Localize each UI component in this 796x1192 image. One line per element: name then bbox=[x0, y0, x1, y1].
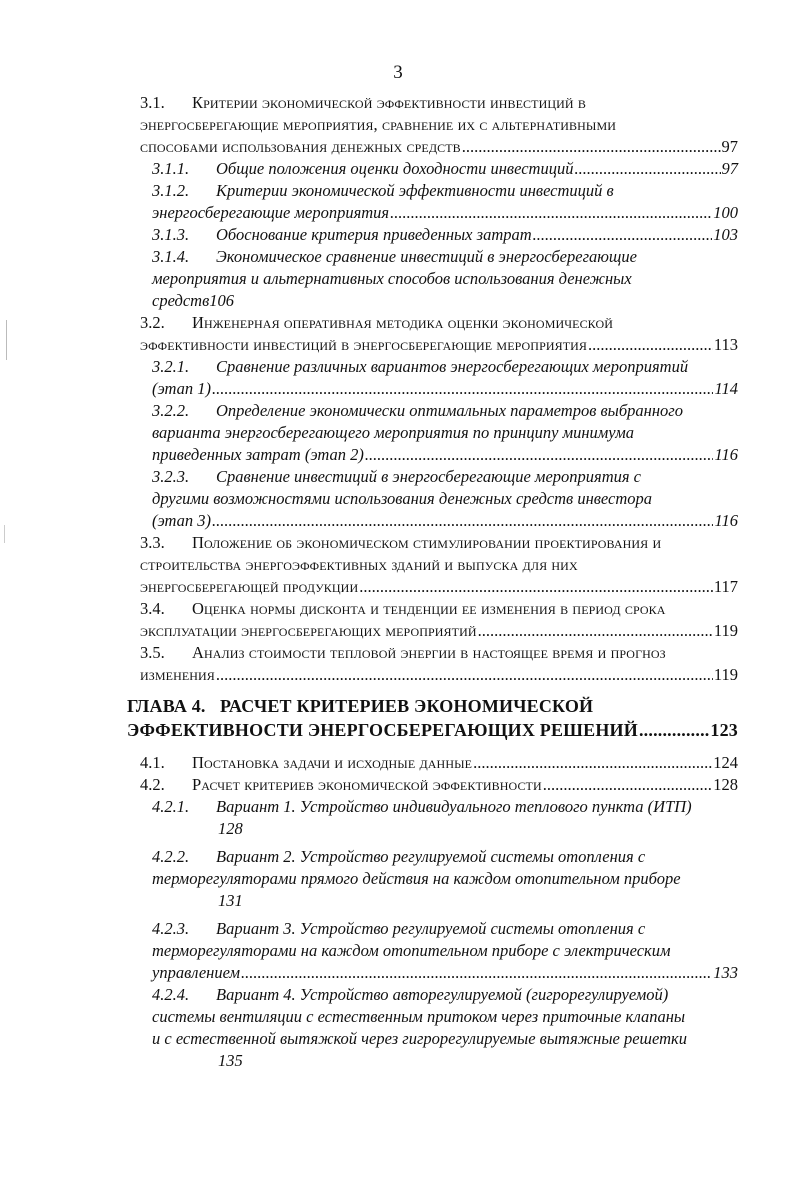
scan-mark bbox=[6, 320, 10, 360]
entry-page: 119 bbox=[713, 621, 738, 640]
entry-page: 106 bbox=[209, 291, 234, 310]
chapter-page: 123 bbox=[710, 720, 738, 740]
entry-number: 3.2. bbox=[140, 313, 165, 332]
toc-entry-3-2-3[interactable] bbox=[140, 466, 738, 532]
entry-page: 114 bbox=[714, 379, 738, 398]
entry-title: Критерии экономической эффективности инвестиций в bbox=[192, 93, 586, 112]
entry-title-cont: эффективности инвестиций в энергосберегающие мероприятия bbox=[140, 335, 588, 354]
leader-dots bbox=[478, 620, 713, 642]
entry-number: 3.3. bbox=[140, 533, 165, 552]
entry-page: 97 bbox=[721, 137, 738, 156]
leader-dots bbox=[359, 576, 713, 598]
table-of-contents bbox=[127, 92, 738, 1072]
entry-title-cont: другими возможностями использования денежных средств инвестора bbox=[152, 489, 653, 508]
entry-title-cont: способами использования денежных средств bbox=[140, 137, 461, 156]
entry-page: 128 bbox=[218, 819, 243, 838]
entry-number: 3.1.1. bbox=[152, 159, 190, 178]
entry-title-cont: энергосберегающие мероприятия, сравнение их с альтернативными bbox=[140, 115, 617, 134]
toc-entry-4-2-4[interactable] bbox=[140, 984, 738, 1072]
leader-dots bbox=[241, 962, 712, 984]
entry-title: Обоснование критерия приведенных затрат bbox=[216, 225, 532, 244]
chapter-title-cont: ЭФФЕКТИВНОСТИ ЭНЕРГОСБЕРЕГАЮЩИХ РЕШЕНИЙ bbox=[127, 720, 638, 740]
entry-title-cont: управлением bbox=[152, 963, 241, 982]
entry-page: 113 bbox=[713, 335, 738, 354]
entry-page: 119 bbox=[713, 665, 738, 684]
entry-title: Вариант 2. Устройство регулируемой системы отопления с bbox=[216, 847, 646, 866]
entry-title: Вариант 3. Устройство регулируемой системы отопления с bbox=[216, 919, 646, 938]
entry-title: Сравнение различных вариантов энергосберегающих мероприятий bbox=[216, 357, 689, 376]
entry-number: 3.1.4. bbox=[152, 247, 190, 266]
entry-title-cont: эксплуатации энергосберегающих мероприятий bbox=[140, 621, 477, 640]
leader-dots bbox=[365, 444, 714, 466]
entry-number: 4.2.4. bbox=[152, 985, 190, 1004]
entry-number: 3.1. bbox=[140, 93, 165, 112]
entry-number: 4.1. bbox=[140, 753, 165, 772]
page-number: 3 bbox=[393, 62, 403, 83]
leader-dots bbox=[639, 718, 709, 742]
entry-title-cont: терморегуляторами прямого действия на каждом отопительном приборе bbox=[152, 869, 681, 888]
leader-dots bbox=[574, 158, 720, 180]
toc-entry-3-2-2[interactable] bbox=[140, 400, 738, 466]
toc-entry-3-3[interactable] bbox=[140, 532, 738, 598]
entry-page: 116 bbox=[714, 511, 738, 530]
entry-title: Инженерная оперативная методика оценки экономической bbox=[192, 313, 614, 332]
entry-title-cont: приведенных затрат (этап 2) bbox=[152, 445, 364, 464]
toc-entry-4-2-2[interactable] bbox=[140, 846, 738, 912]
entry-number: 4.2.3. bbox=[152, 919, 190, 938]
entry-page: 124 bbox=[713, 753, 738, 772]
entry-title: Оценка нормы дисконта и тенденции ее изменения в период срока bbox=[192, 599, 666, 618]
entry-number: 4.2.2. bbox=[152, 847, 190, 866]
leader-dots bbox=[473, 752, 712, 774]
entry-number: 3.2.3. bbox=[152, 467, 190, 486]
toc-chapter-4[interactable] bbox=[127, 694, 738, 742]
leader-dots bbox=[212, 510, 713, 532]
entry-title-cont: варианта энергосберегающего мероприятия по принципу минимума bbox=[152, 423, 635, 442]
entry-title: Положение об экономическом стимулировании проектирования и bbox=[192, 533, 662, 552]
entry-page: 133 bbox=[713, 963, 738, 982]
entry-page: 116 bbox=[714, 445, 738, 464]
toc-entry-4-2-1[interactable] bbox=[140, 796, 738, 840]
leader-dots bbox=[543, 774, 713, 796]
entry-number: 3.2.1. bbox=[152, 357, 190, 376]
entry-title: Анализ стоимости тепловой энергии в настоящее время и прогноз bbox=[192, 643, 666, 662]
leader-dots bbox=[216, 664, 713, 686]
toc-entry-3-1-1[interactable] bbox=[140, 158, 738, 180]
entry-number: 4.2.1. bbox=[152, 797, 190, 816]
entry-number: 4.2. bbox=[140, 775, 165, 794]
entry-title: Определение экономически оптимальных параметров выбранного bbox=[216, 401, 683, 420]
entry-number: 3.4. bbox=[140, 599, 165, 618]
entry-title-cont: энергосберегающей продукции bbox=[140, 577, 359, 596]
entry-title: Экономическое сравнение инвестиций в энергосберегающие bbox=[216, 247, 637, 266]
entry-page: 135 bbox=[218, 1051, 243, 1070]
entry-title-cont: изменения bbox=[140, 665, 215, 684]
entry-title: Вариант 1. Устройство индивидуального теплового пункта (ИТП) bbox=[216, 797, 692, 816]
toc-entry-3-2-1[interactable] bbox=[140, 356, 738, 400]
entry-page: 131 bbox=[218, 891, 243, 910]
entry-title-cont: (этап 1) bbox=[152, 379, 212, 398]
entry-title-cont: терморегуляторами на каждом отопительном приборе с электрическим bbox=[152, 941, 671, 960]
entry-number: 3.5. bbox=[140, 643, 165, 662]
entry-page: 100 bbox=[713, 203, 738, 222]
entry-title: Постановка задачи и исходные данные bbox=[192, 753, 473, 772]
toc-entry-3-1-3[interactable] bbox=[140, 224, 738, 246]
entry-title: Общие положения оценки доходности инвестиций bbox=[216, 159, 574, 178]
leader-dots bbox=[462, 136, 721, 158]
leader-dots bbox=[533, 224, 713, 246]
entry-page: 128 bbox=[713, 775, 738, 794]
entry-title-cont: средств bbox=[152, 291, 210, 310]
entry-page: 103 bbox=[713, 225, 738, 244]
toc-entry-4-2[interactable] bbox=[140, 774, 738, 796]
entry-page: 117 bbox=[713, 577, 738, 596]
leader-dots bbox=[390, 202, 712, 224]
toc-entry-3-5[interactable] bbox=[140, 642, 738, 686]
leader-dots bbox=[588, 334, 713, 356]
chapter-number: ГЛАВА 4. bbox=[127, 696, 206, 716]
entry-title-cont: строительства энергоэффективных зданий и выпуска для них bbox=[140, 555, 578, 574]
toc-entry-3-1-2[interactable] bbox=[140, 180, 738, 224]
entry-title: Вариант 4. Устройство авторегулируемой (гигрорегулируемой) bbox=[216, 985, 669, 1004]
entry-title-cont: мероприятия и альтернативных способов использования денежных bbox=[152, 269, 632, 288]
toc-entry-4-1[interactable] bbox=[140, 752, 738, 774]
toc-entry-4-2-3[interactable] bbox=[140, 918, 738, 984]
entry-page: 97 bbox=[721, 159, 738, 178]
entry-title: Сравнение инвестиций в энергосберегающие мероприятия с bbox=[216, 467, 641, 486]
entry-title-cont: энергосберегающие мероприятия bbox=[152, 203, 390, 222]
entry-title-cont: системы вентиляции с естественным притоком через приточные клапаны bbox=[152, 1007, 686, 1026]
chapter-title: РАСЧЕТ КРИТЕРИЕВ ЭКОНОМИЧЕСКОЙ bbox=[220, 696, 594, 716]
entry-number: 3.2.2. bbox=[152, 401, 190, 420]
toc-entry-3-4[interactable] bbox=[140, 598, 738, 642]
entry-number: 3.1.2. bbox=[152, 181, 190, 200]
entry-title-cont: (этап 3) bbox=[152, 511, 212, 530]
toc-entry-3-1[interactable] bbox=[140, 92, 738, 158]
entry-number: 3.1.3. bbox=[152, 225, 190, 244]
leader-dots bbox=[212, 378, 713, 400]
entry-title-cont: и с естественной вытяжкой через гигрорегулируемые вытяжные решетки bbox=[152, 1029, 687, 1048]
entry-title: Критерии экономической эффективности инвестиций в bbox=[216, 181, 614, 200]
toc-entry-3-2[interactable] bbox=[140, 312, 738, 356]
scan-mark bbox=[4, 525, 7, 543]
toc-entry-3-1-4[interactable] bbox=[140, 246, 738, 312]
entry-title: Расчет критериев экономической эффективности bbox=[192, 775, 542, 794]
